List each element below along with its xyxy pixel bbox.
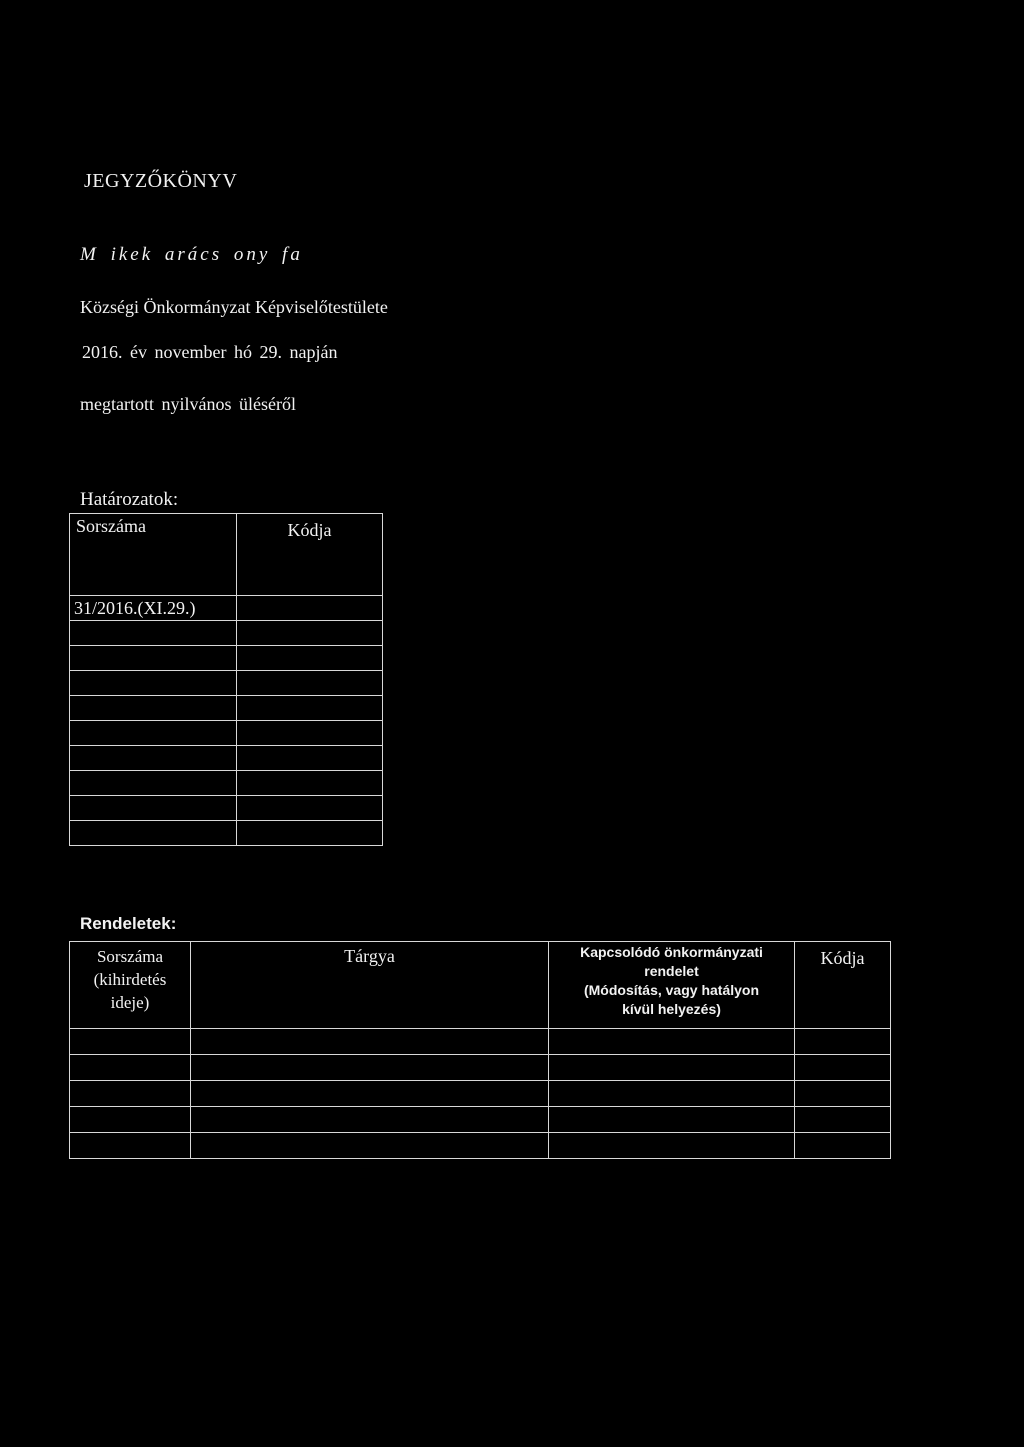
table-cell — [70, 746, 237, 771]
document-title: JEGYZŐKÖNYV — [84, 170, 238, 192]
table-cell — [70, 1081, 191, 1107]
session-type: megtartott nyilvános üléséről — [80, 394, 296, 414]
table-row — [70, 721, 383, 746]
column-header-number — [70, 942, 191, 1029]
table-cell — [237, 696, 383, 721]
table-cell — [549, 1055, 795, 1081]
header-line: ideje) — [110, 993, 150, 1012]
header-line: (Módosítás, vagy hatályon — [583, 982, 760, 998]
table-cell — [70, 646, 237, 671]
table-cell — [237, 821, 383, 846]
table-cell — [237, 621, 383, 646]
table-cell — [549, 1107, 795, 1133]
session-date: 2016. év november hó 29. napján — [82, 342, 338, 362]
header-line: Sorszáma — [96, 947, 164, 966]
table-cell — [237, 721, 383, 746]
table-cell — [237, 746, 383, 771]
table-row — [70, 1107, 891, 1133]
table-cell — [70, 771, 237, 796]
table-cell — [795, 1107, 891, 1133]
table-cell — [549, 1029, 795, 1055]
column-header-code: Kódja — [795, 942, 891, 1029]
table-row — [70, 596, 383, 621]
table-row — [70, 1133, 891, 1159]
table-cell — [70, 621, 237, 646]
table-cell — [70, 821, 237, 846]
table-cell — [70, 796, 237, 821]
table-cell — [549, 1133, 795, 1159]
column-header-related-regulation — [549, 942, 795, 1029]
table-cell — [70, 721, 237, 746]
header-line: kívül helyezés) — [622, 1001, 721, 1017]
column-header-number: Sorszáma — [70, 514, 237, 596]
table-cell — [191, 1081, 549, 1107]
resolutions-body — [70, 596, 383, 846]
table-cell — [70, 1029, 191, 1055]
table-row — [70, 1055, 891, 1081]
resolutions-heading: Határozatok: — [80, 489, 179, 510]
table-cell — [191, 1029, 549, 1055]
table-row — [70, 796, 383, 821]
table-cell — [237, 671, 383, 696]
table-row — [70, 696, 383, 721]
table-cell — [237, 646, 383, 671]
council-name: Községi Önkormányzat Képviselőtestülete — [80, 297, 388, 317]
regulations-body — [70, 1029, 891, 1159]
table-header-row — [70, 514, 383, 596]
table-row — [70, 671, 383, 696]
regulations-heading: Rendeletek: — [80, 914, 177, 933]
header-line: rendelet — [644, 963, 699, 979]
table-cell — [237, 771, 383, 796]
table-cell — [191, 1133, 549, 1159]
table-cell — [70, 1107, 191, 1133]
table-cell — [237, 796, 383, 821]
table-cell — [70, 696, 237, 721]
table-cell — [70, 671, 237, 696]
table-cell — [795, 1081, 891, 1107]
table-row — [70, 1029, 891, 1055]
resolutions-table — [69, 513, 383, 846]
table-cell — [191, 1107, 549, 1133]
header-line: (kihirdetés — [93, 970, 167, 989]
table-row — [70, 821, 383, 846]
table-row — [70, 1081, 891, 1107]
table-cell: 31/2016.(XI.29.) — [70, 596, 237, 621]
table-row — [70, 646, 383, 671]
table-cell — [549, 1081, 795, 1107]
column-header-code: Kódja — [237, 514, 383, 596]
table-cell — [191, 1055, 549, 1081]
table-cell — [795, 1133, 891, 1159]
regulations-table — [69, 941, 891, 1159]
table-row — [70, 771, 383, 796]
table-cell — [795, 1055, 891, 1081]
table-cell — [70, 1055, 191, 1081]
table-cell — [795, 1029, 891, 1055]
table-header-row — [70, 942, 891, 1029]
table-row — [70, 621, 383, 646]
table-cell — [237, 596, 383, 621]
header-line: Kapcsolódó önkormányzati — [580, 944, 763, 960]
village-name: M ikek arács ony fa — [80, 244, 303, 265]
column-header-subject: Tárgya — [191, 942, 549, 1029]
table-row — [70, 746, 383, 771]
table-cell — [70, 1133, 191, 1159]
